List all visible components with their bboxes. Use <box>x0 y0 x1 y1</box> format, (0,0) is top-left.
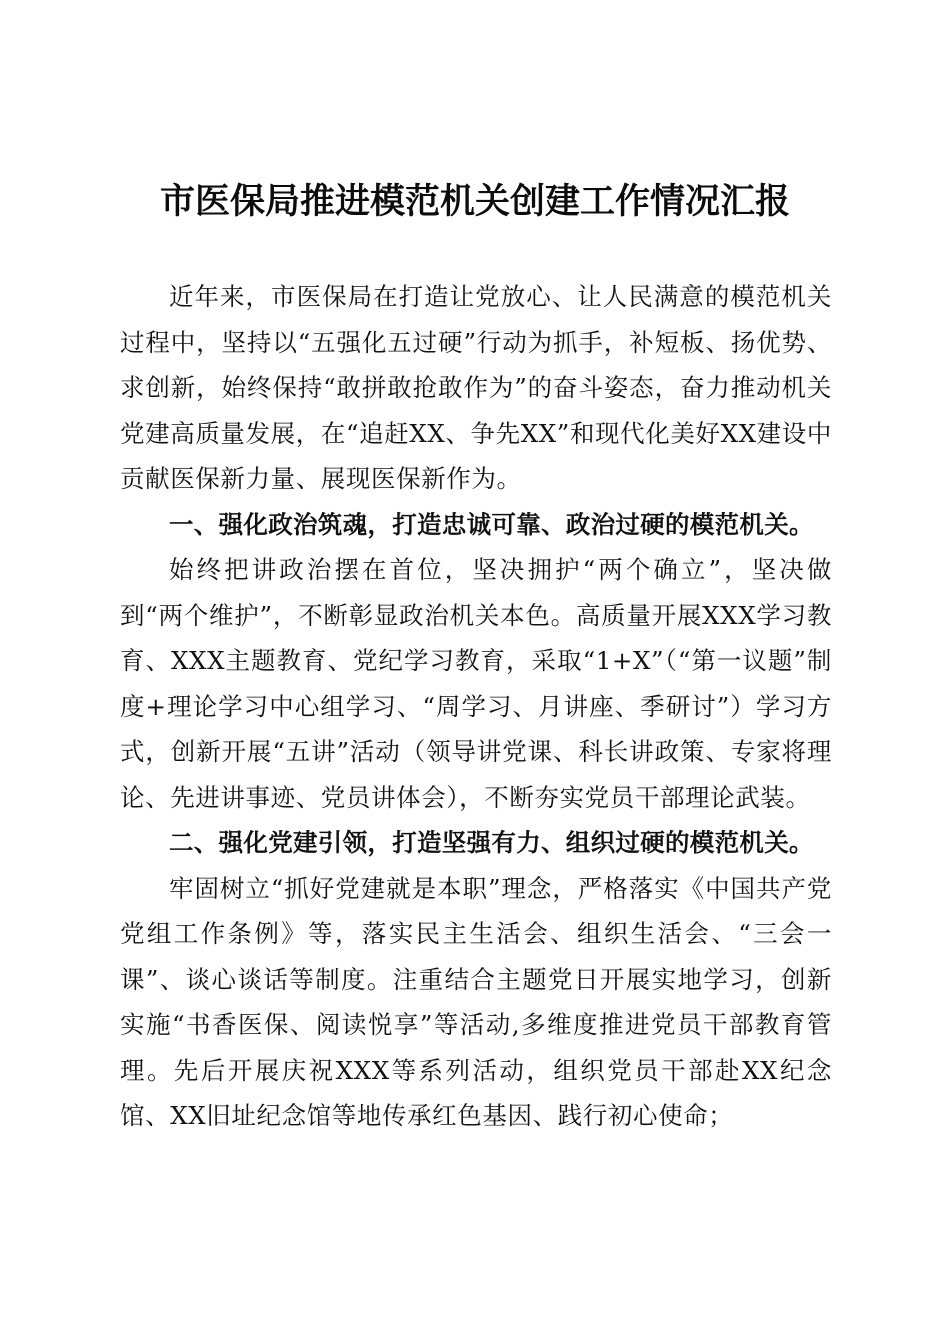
section-1-body: 始终把讲政治摆在首位，坚决拥护“两个确立”，坚决做到“两个维护”，不断彰显政治机关本色。高质量开展XXX学习教育、XXX主题教育、党纪学习教育，采取“1+X”（“第一议题”制度+理论学习中心组学习、“周学习、月讲座、季研讨”）学习方式，创新开展“五讲”活动（领导讲党课、科长讲政策、专家将理论、先进讲事迹、党员讲体会），不断夯实党员干部理论武装。 <box>120 555 832 812</box>
section-2-body: 牢固树立“抓好党建就是本职”理念，严格落实《中国共产党党组工作条例》等，落实民主生活会、组织生活会、“三会一课”、谈心谈话等制度。注重结合主题党日开展实地学习，创新实施“书香医保、阅读悦享”等活动,多维度推进党员干部教育管理。先后开展庆祝XXX等系列活动，组织党员干部赴XX纪念馆、XX旧址纪念馆等地传承红色基因、践行初心使命； <box>120 873 832 1130</box>
section-1-heading: 一、强化政治筑魂，打造忠诚可靠、政治过硬的模范机关。 <box>169 509 814 539</box>
document-title: 市医保局推进模范机关创建工作情况汇报 <box>159 181 790 222</box>
section-2-heading: 二、强化党建引领，打造坚强有力、组织过硬的模范机关。 <box>169 828 814 857</box>
document-body <box>120 274 832 1139</box>
intro-paragraph: 近年来，市医保局在打造让党放心、让人民满意的模范机关过程中，坚持以“五强化五过硬”行动为抓手，补短板、扬优势、求创新，始终保持“敢拼敢抢敢作为”的奋斗姿态，奋力推动机关党建高质量发展，在“追赶XX、争先XX”和现代化美好XX建设中贡献医保新力量、展现医保新作为。 <box>120 282 832 493</box>
